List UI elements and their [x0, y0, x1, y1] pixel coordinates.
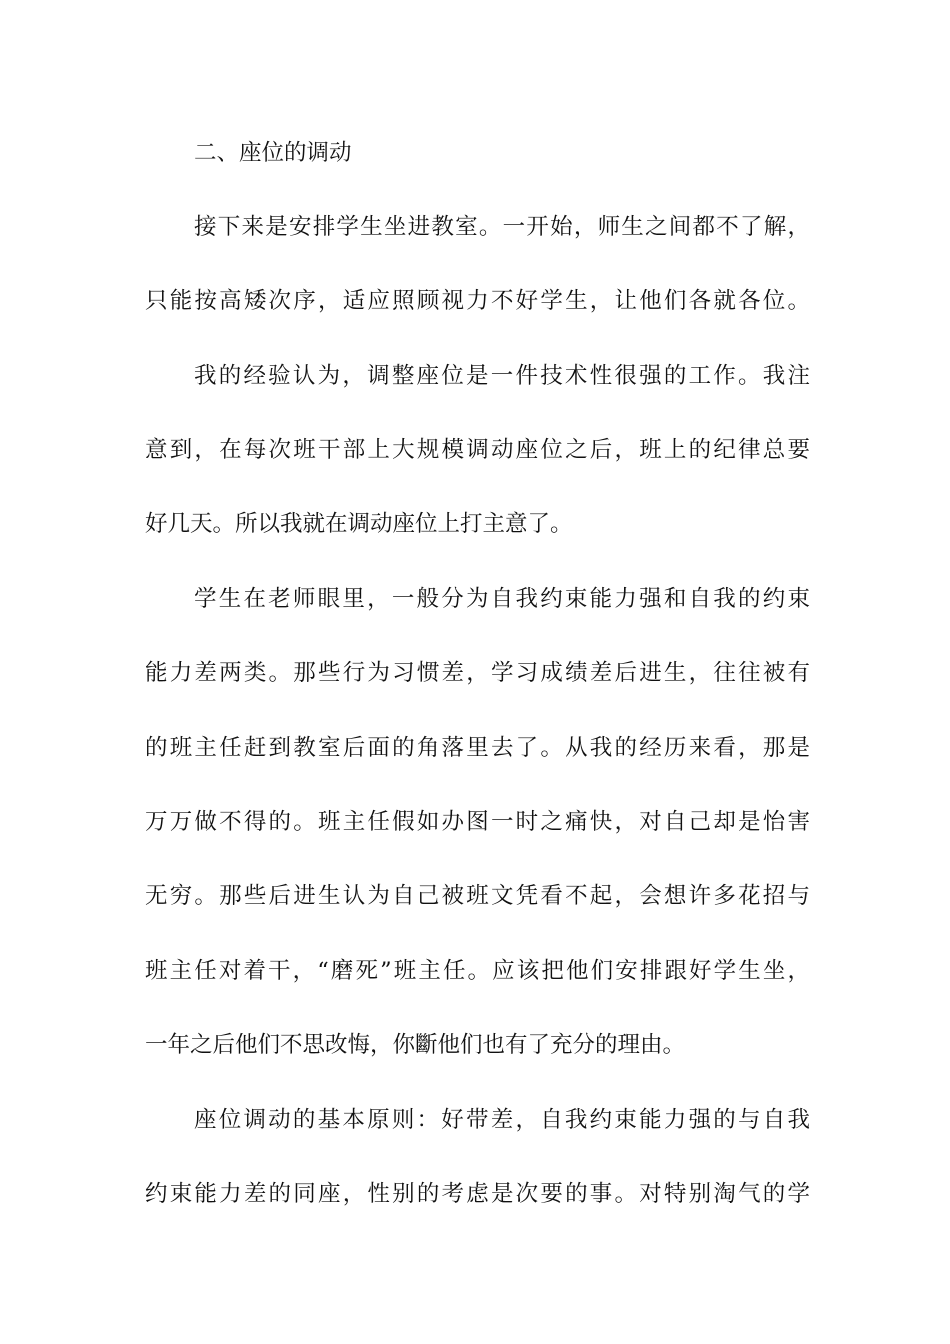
- paragraph-line: 的班主任赶到教室后面的角落里去了。从我的经历来看，那是: [145, 735, 810, 761]
- paragraph-line: 意到，在每次班干部上大规模调动座位之后，班上的纪律总要: [145, 437, 810, 463]
- paragraph-line: 只能按高矮次序，适应照顾视力不好学生，让他们各就各位。: [145, 288, 810, 314]
- paragraph-line: 万万做不得的。班主任假如办图一时之痛快，对自己却是怡害: [145, 809, 810, 835]
- paragraph-line: 能力差两类。那些行为习惯差，学习成绩差后进生，往往被有: [145, 660, 810, 686]
- paragraph-line: 班主任对着干，“磨死”班主任。应该把他们安排跟好学生坐，: [145, 958, 810, 984]
- paragraph-line: 无穷。那些后进生认为自己被班文凭看不起，会想许多花招与: [145, 883, 810, 909]
- paragraph-line: 接下来是安排学生坐进教室。一开始，师生之间都不了解，: [194, 214, 810, 240]
- paragraph-line: 约束能力差的同座，性别的考虑是次要的事。对特别淘气的学: [145, 1181, 810, 1207]
- paragraph-line: 好几天。所以我就在调动座位上打主意了。: [145, 511, 573, 537]
- paragraph-line: 学生在老师眼里，一般分为自我约束能力强和自我的约束: [194, 586, 810, 612]
- paragraph-line: 一年之后他们不思改悔，你斷他们也有了充分的理由。: [145, 1032, 686, 1058]
- section-heading: 二、座位的调动: [194, 140, 352, 166]
- paragraph-line: 座位调动的基本原则：好带差，自我约束能力强的与自我: [194, 1107, 810, 1133]
- paragraph-line: 我的经验认为，调整座位是一件技术性很强的工作。我注: [194, 363, 810, 389]
